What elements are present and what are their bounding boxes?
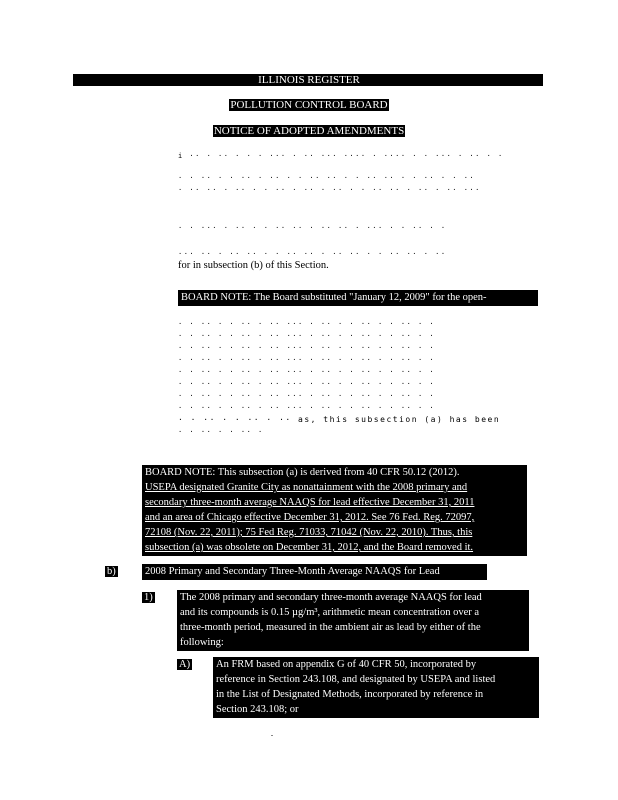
item-1-label-text: 1) <box>144 592 153 603</box>
subsection-b-label-text: b) <box>107 566 116 577</box>
garbled-line: ··· ·· · ·· ·· · · ·· ·· · ·· ·· · · ·· ·· · ·· <box>178 250 447 258</box>
garbled-line: · · ·· · · ·· · ·· ··· · ·· · · ·· · · ·· · · <box>178 344 436 352</box>
garbled-group-1 <box>178 150 533 162</box>
garbled-group-4 <box>178 248 533 272</box>
item-1-line: following: <box>180 637 224 648</box>
board-title-text: POLLUTION CONTROL BOARD <box>230 99 388 111</box>
board-note-line: 72108 (Nov. 22, 2011); 75 Fed Reg. 71033, 71042 (Nov. 22, 2010). Thus, this <box>145 527 473 538</box>
item-A-label <box>177 657 192 672</box>
notice-title-text: NOTICE OF ADOPTED AMENDMENTS <box>213 125 405 137</box>
item-A-line: reference in Section 243.108, and designated by USEPA and listed <box>216 674 496 685</box>
board-note-line: subsection (a) was obsolete on December 31, 2012, and the Board removed it. <box>145 542 474 553</box>
item-1-label <box>142 590 155 605</box>
garbled-line: · · ·· · · ·· · ·· ··· · ·· · · ·· · · ·· · · <box>178 356 436 364</box>
garbled-line: · · ·· · · ·· · ·· ··· · ·· · · ·· · · ·· · · <box>178 392 436 400</box>
item-A-line: An FRM based on appendix G of 40 CFR 50, incorporated by <box>216 659 477 670</box>
item-1-text <box>177 590 529 651</box>
board-title <box>0 99 618 111</box>
garbled-line: · · ·· · · ·· · ·· ··· · ·· · · ·· · · ·· · · <box>178 332 436 340</box>
item-1-line: and its compounds is 0.15 µg/m³, arithmetic mean concentration over a <box>180 607 480 618</box>
garbled-line: · · ·· · · ·· · ·· ··· · ·· · · ·· · · ·· · · <box>178 320 436 328</box>
garbled-line: · · ·· · · ·· · ·· · · ·· ·· · · ·· ·· · · ·· · · ·· <box>178 174 476 182</box>
register-title-text: ILLINOIS REGISTER <box>258 74 360 86</box>
board-note-line: secondary three-month average NAAQS for lead effective December 31, 2011 <box>145 497 475 508</box>
garbled-line: · · ·· · · ·· · ·· ··· · ·· · · ·· · · ·· · · <box>178 368 436 376</box>
garbled-line: · ·· ·· · ·· · · ·· · ·· · ·· · · ·· ·· · ·· · ·· ··· <box>178 186 481 194</box>
notice-title <box>0 125 618 137</box>
garbled-line: · · ·· · · ·· · <box>178 428 264 436</box>
garbled-line: · · ·· · · ·· · ·· ··· · ·· · · ·· · · ·· · · <box>178 404 436 412</box>
board-note-line: and an area of Chicago effective December 31, 2012. See 76 Fed. Reg. 72097, <box>145 512 475 523</box>
garbled-line: · · ·· · · ·· · ·· ··· · ·· · · ·· · · ·· · · <box>178 380 436 388</box>
board-note-open <box>178 290 538 306</box>
board-note-line: USEPA designated Granite City as nonattainment with the 2008 primary and <box>145 482 468 493</box>
garbled-group-2 <box>178 172 533 196</box>
garbled-line: · · ··· · ·· · · ·· ·· · ·· ·· · ··· · · ·· · · <box>178 224 447 232</box>
item-A-text <box>213 657 539 718</box>
garbled-group-5 <box>178 318 533 438</box>
scan-speck <box>271 735 273 736</box>
subsection-b-heading-text: 2008 Primary and Secondary Three-Month Average NAAQS for Lead <box>145 566 440 577</box>
item-1-line: three-month period, measured in the ambient air as lead by either of the <box>180 622 481 633</box>
garbled-line-readable: for in subsection (b) of this Section. <box>178 260 329 271</box>
subsection-b-label <box>105 564 118 579</box>
board-note-derived <box>142 465 527 556</box>
item-1-line: The 2008 primary and secondary three-month average NAAQS for lead <box>180 592 482 603</box>
garbled-line: · · ·· · · ·· · ·· as, this subsection (a) has been <box>178 415 501 424</box>
board-note-open-text: BOARD NOTE: The Board substituted "January 12, 2009" for the open- <box>181 292 487 303</box>
item-A-line: in the List of Designated Methods, incorporated by reference in <box>216 689 484 700</box>
register-title <box>0 74 618 86</box>
item-A-line: Section 243.108; or <box>216 704 299 715</box>
garbled-line: i ·· · ·· · · · ··· · ·· ··· ···· · ···· · · ··· · ·· · · <box>178 152 504 160</box>
subsection-b-heading <box>142 564 487 580</box>
item-A-label-text: A) <box>179 659 191 670</box>
board-note-line: BOARD NOTE: This subsection (a) is derived from 40 CFR 50.12 (2012). <box>145 467 460 478</box>
garbled-group-3 <box>178 222 533 234</box>
